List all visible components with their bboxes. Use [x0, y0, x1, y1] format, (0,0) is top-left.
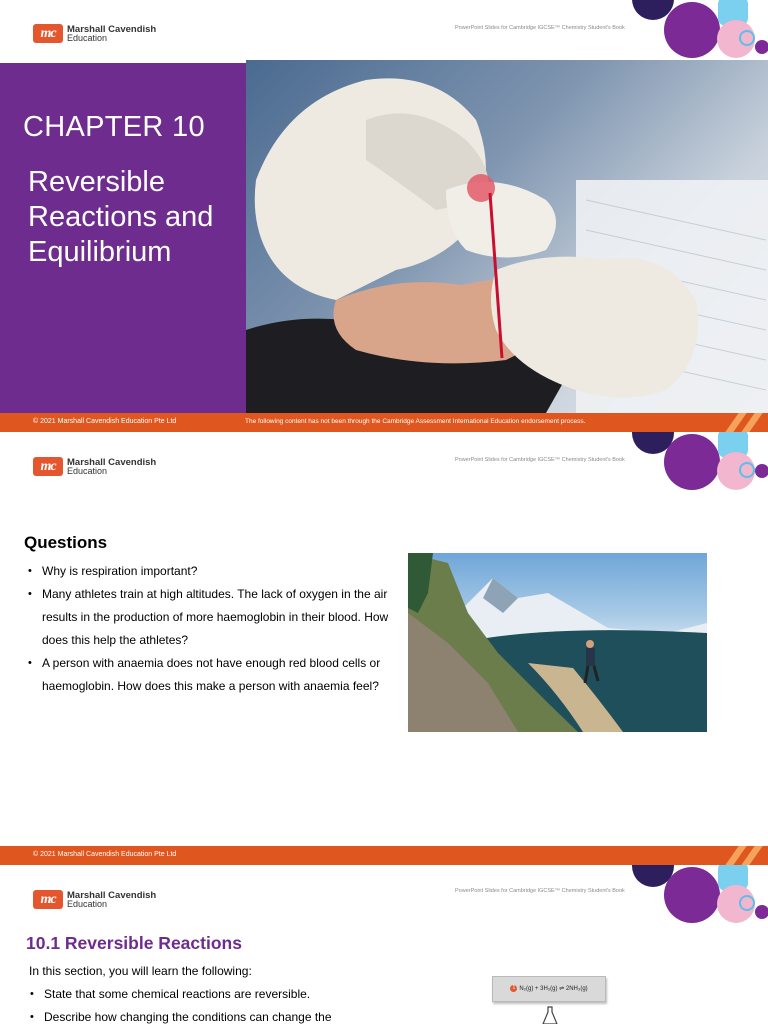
question-item: • Why is respiration important? — [22, 560, 392, 583]
logo — [33, 24, 156, 43]
chapter-number: CHAPTER 10 — [23, 111, 205, 143]
questions-list — [22, 560, 392, 698]
flask-icon — [541, 1006, 559, 1024]
photo-illustration — [246, 60, 768, 413]
logo-sub: Education — [67, 32, 108, 43]
objective-item: • Describe how changing the conditions can change the — [24, 1006, 404, 1024]
decor-circle-purple — [664, 2, 720, 58]
decor-circle-purple — [664, 434, 720, 490]
decor-ring — [739, 895, 755, 911]
logo-mark: mc — [33, 890, 63, 909]
slide-chapter-cover — [0, 0, 768, 432]
blood-test-photo — [246, 60, 768, 413]
question-item: • A person with anaemia does not have enough red blood cells or haemoglobin. How does this make a person with anaemia feel? — [22, 652, 392, 698]
logo-name: Marshall Cavendish — [67, 889, 157, 901]
footer-notice: The following content has not been through the Cambridge Assessment International Education endorsement process. — [245, 418, 586, 425]
objective-item: • State that some chemical reactions are reversible. — [24, 983, 404, 1006]
logo — [33, 890, 156, 909]
learning-objectives-list — [24, 983, 404, 1024]
decor-dot-purple — [755, 40, 768, 54]
header-caption: PowerPoint Slides for Cambridge IGCSE™ Chemistry Student's Book — [455, 888, 625, 894]
equation-number: 1 — [510, 985, 517, 992]
section-intro: In this section, you will learn the following: — [29, 964, 252, 978]
mountain-runner-photo — [408, 553, 707, 732]
logo-mark: mc — [33, 24, 63, 43]
logo-sub: Education — [67, 465, 108, 476]
logo-name: Marshall Cavendish — [67, 23, 157, 35]
chapter-panel — [0, 63, 246, 413]
decor-circle-purple — [664, 867, 720, 923]
photo-illustration — [408, 553, 707, 732]
header-caption: PowerPoint Slides for Cambridge IGCSE™ Chemistry Student's Book — [455, 25, 625, 31]
question-item: • Many athletes train at high altitudes. The lack of oxygen in the air results in the production of more haemoglobin in their blood. How does this help the athletes? — [22, 583, 392, 652]
logo-name: Marshall Cavendish — [67, 456, 157, 468]
questions-heading: Questions — [24, 533, 108, 552]
logo-mark: mc — [33, 457, 63, 476]
logo-sub: Education — [67, 898, 108, 909]
slide-questions — [0, 432, 768, 865]
footer-bar — [0, 413, 768, 432]
footer-bar — [0, 846, 768, 865]
logo — [33, 457, 156, 476]
slide-reversible-reactions — [0, 865, 768, 1024]
equation-text: N₂(g) + 3H₂(g) ⇌ 2NH₃(g) — [519, 986, 588, 992]
decor-ring — [739, 30, 755, 46]
decor-dot-purple — [755, 464, 768, 478]
chapter-title: Reversible Reactions and Equilibrium — [28, 166, 214, 268]
section-heading: 10.1 Reversible Reactions — [26, 933, 242, 953]
footer-copyright: © 2021 Marshall Cavendish Education Pte Ltd — [33, 418, 177, 425]
footer-copyright: © 2021 Marshall Cavendish Education Pte Ltd — [33, 851, 177, 858]
equation-card — [492, 976, 606, 1002]
header-caption: PowerPoint Slides for Cambridge IGCSE™ Chemistry Student's Book — [455, 457, 625, 463]
decor-ring — [739, 462, 755, 478]
decor-dot-purple — [755, 905, 768, 919]
